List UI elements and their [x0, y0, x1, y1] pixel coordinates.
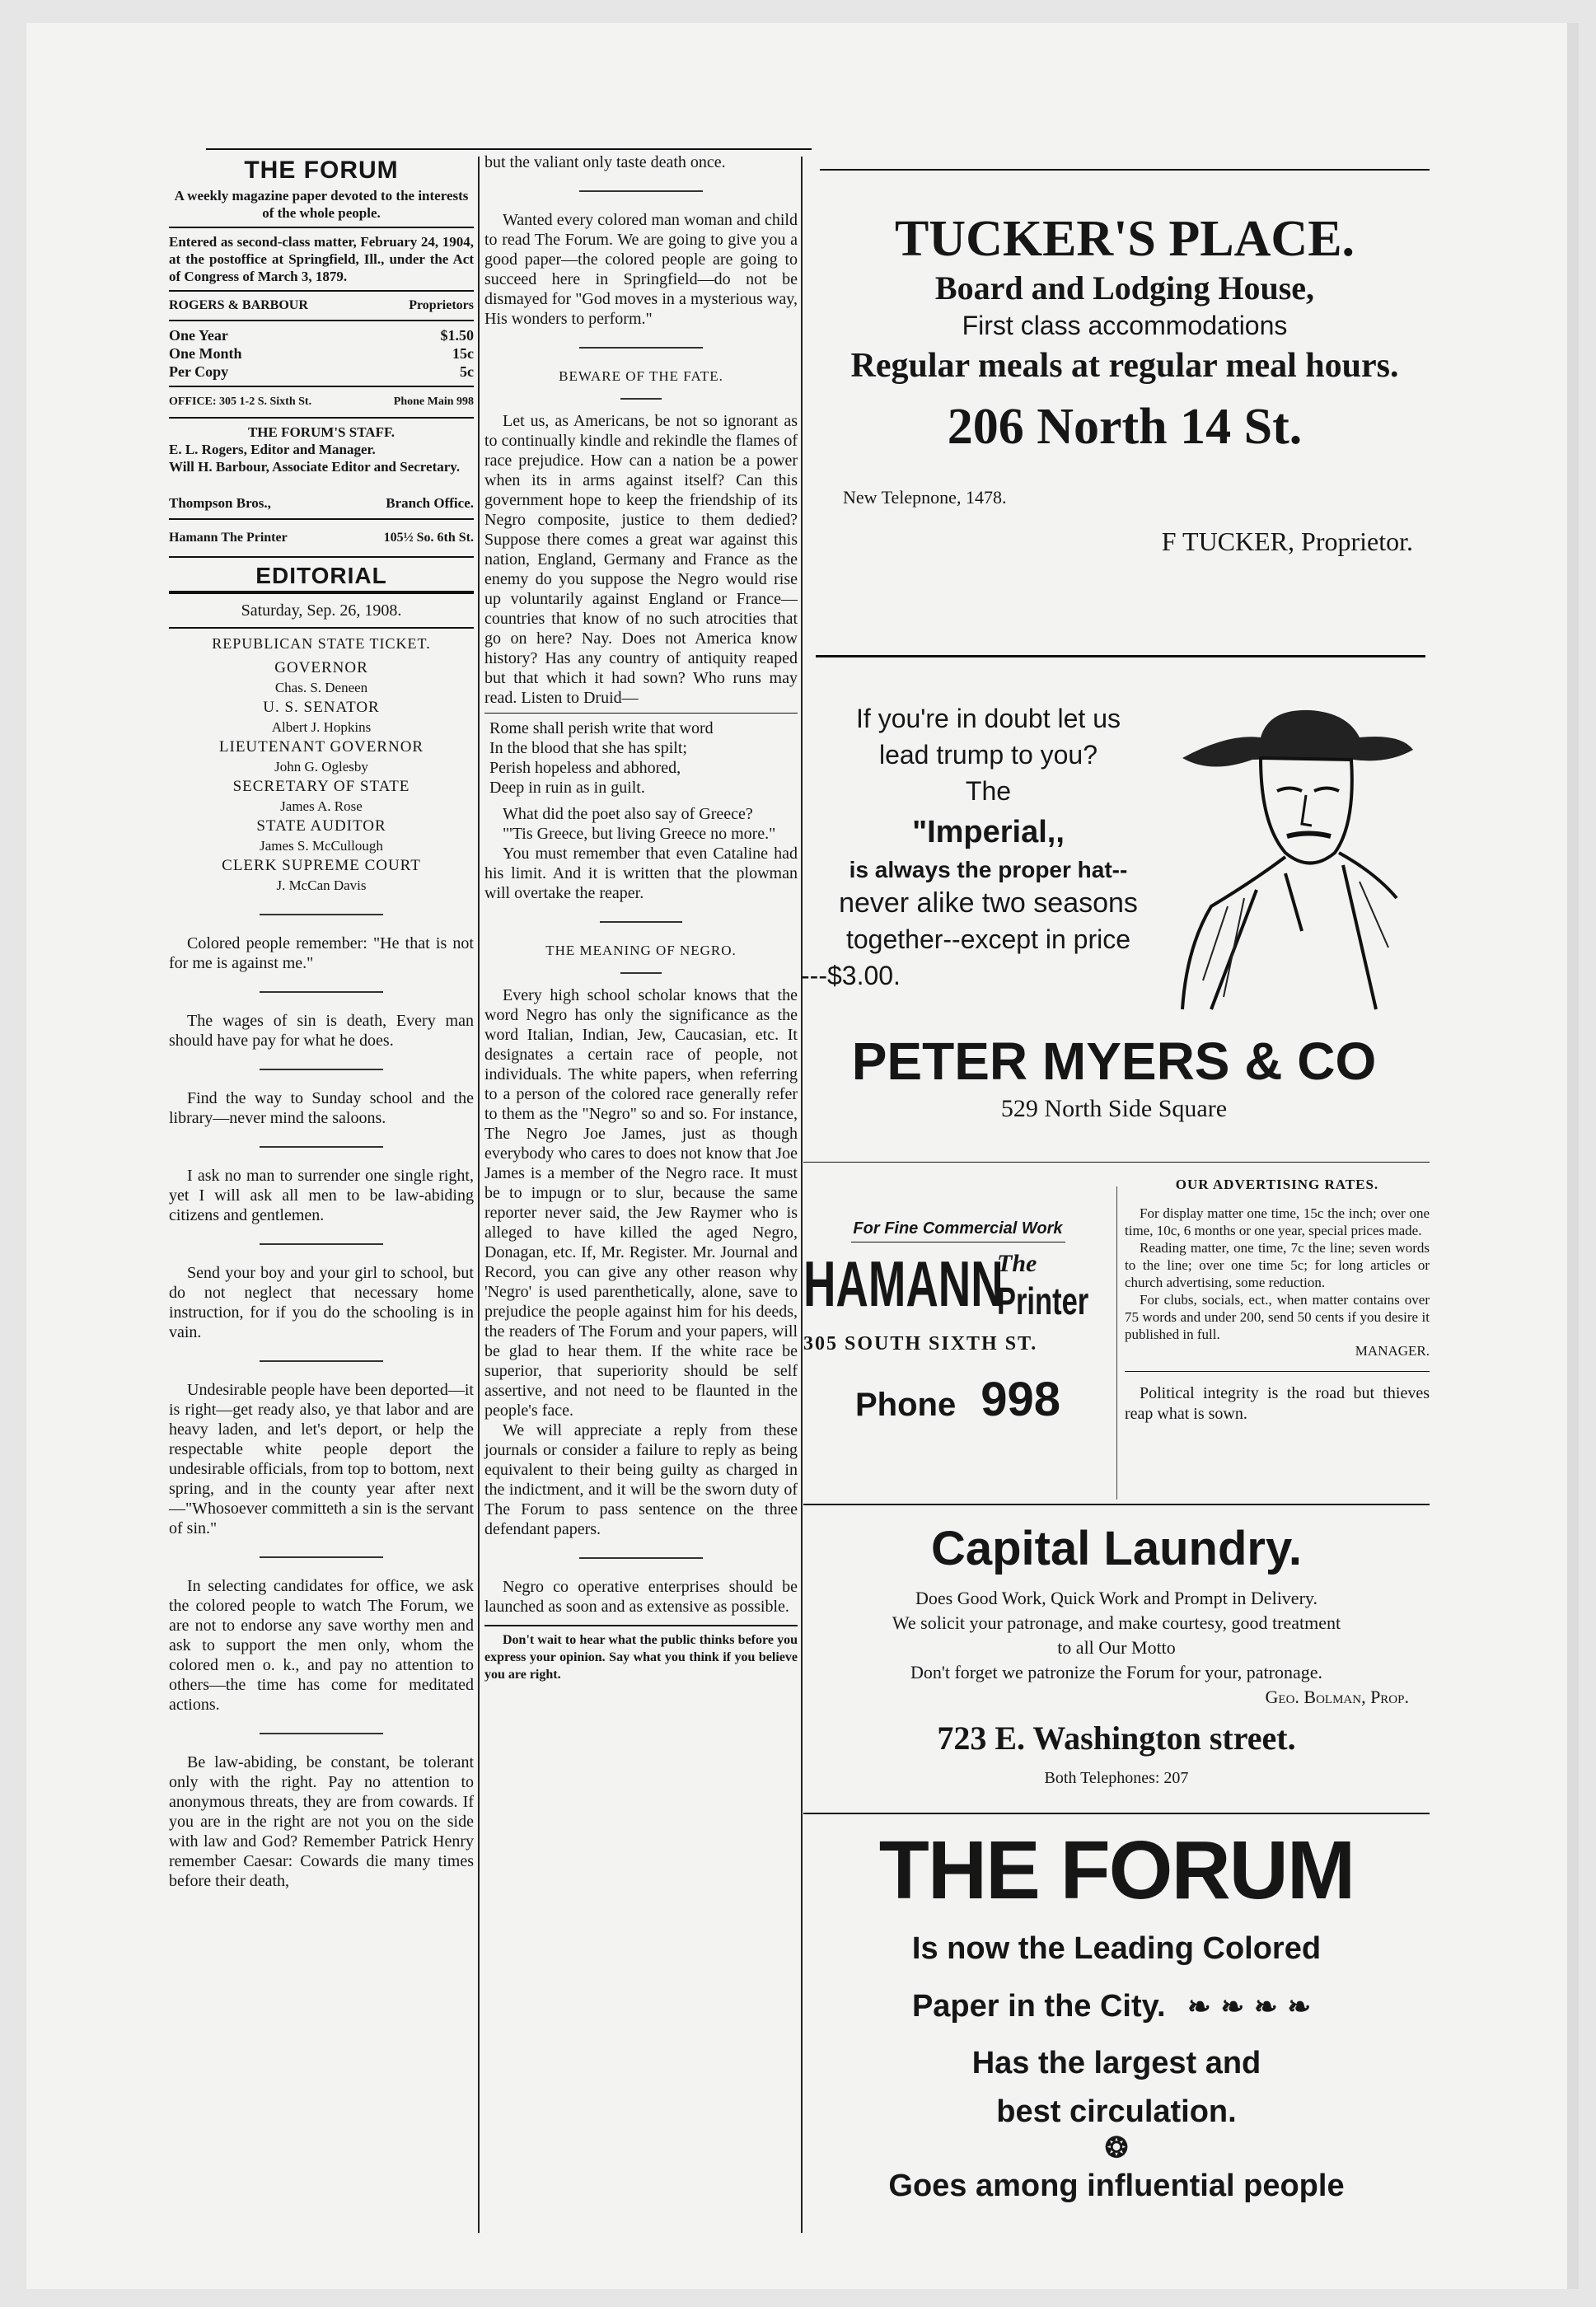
ticket-name: John G. Oglesby — [274, 759, 368, 774]
wanted-paragraph: Wanted every colored man woman and child to read The Forum. We are going to give you a good paper—the colored people are going to succeed here in Springfield—do not be dismayed for "God moves in a mysterious way, His wonders to perform." — [484, 211, 798, 328]
greece-question: What did the poet also say of Greece? — [503, 805, 753, 823]
column-one — [169, 152, 474, 1891]
beware-heading: BEWARE OF THE FATE. — [559, 368, 723, 384]
rate-row: One Year $1.50 — [169, 327, 474, 344]
tucker-phone: New Telepnone, 1478. — [843, 487, 1007, 508]
masthead-entry: Entered as second-class matter, February 24, 1904, at the postoffice at Springfield, Ill., under the Act of Congress of March 3, 1879. — [169, 234, 474, 284]
office-phone: Phone Main 998 — [393, 395, 474, 408]
editorial-heading: EDITORIAL — [255, 563, 387, 588]
editorial-paragraph: Send your boy and your girl to school, but do not neglect that necessary home instruction, for if you do the schooling is in vain. — [169, 1264, 474, 1341]
top-rule-left — [206, 148, 812, 150]
myers-line: is always the proper hat-- — [849, 857, 1128, 882]
tucker-line1: Board and Lodging House, — [934, 269, 1315, 307]
hamann-the: The — [997, 1250, 1037, 1277]
rates-paragraph: Reading matter, one time, 7c the line; seven words to the line; over one time 5c; for long articles or church advertising, some reduction. — [1125, 1240, 1430, 1290]
tucker-address: 206 North 14 St. — [947, 399, 1303, 455]
forum-ad-line: best circulation. — [996, 2094, 1237, 2129]
printer-name: Hamann The Printer — [169, 531, 288, 545]
myers-line: together--except in price — [845, 924, 1131, 954]
meaning-paragraph: We will appreciate a reply from these journals or consider a failure to reply as being equivalent to their being guilty as charged in the indictment, and it will be the sworn duty of The Forum to pass sentence on the three defendant papers. — [484, 1421, 798, 1538]
forum-ad-line: Paper in the City. — [911, 1989, 1166, 2024]
tucker-proprietor: F TUCKER, Proprietor. — [1161, 526, 1413, 556]
masthead-description: A weekly magazine paper devoted to the interests of the whole people. — [174, 188, 469, 221]
ticket-office: CLERK SUPREME COURT — [222, 857, 421, 874]
staff-member: E. L. Rogers, Editor and Manager. — [169, 442, 376, 457]
laundry-proprietor: Geo. Bolman, Prop. — [1265, 1687, 1409, 1707]
proprietors-line — [169, 297, 474, 315]
ticket-name: Chas. S. Deneen — [274, 680, 368, 695]
rule — [803, 1504, 1430, 1505]
myers-name: PETER MYERS & CO — [851, 1032, 1377, 1091]
editorial-paragraph: Find the way to Sunday school and the library—never mind the saloons. — [169, 1089, 474, 1127]
ticket-heading: REPUBLICAN STATE TICKET. — [212, 635, 431, 652]
ticket-name: James S. McCullough — [260, 838, 383, 854]
page-edge — [1567, 23, 1579, 2289]
laundry-line: Does Good Work, Quick Work and Prompt in Delivery. — [915, 1588, 1318, 1608]
branch-label: Branch Office. — [386, 495, 474, 511]
forum-promo-ad — [803, 1821, 1430, 2209]
poem-line: Rome shall perish write that word — [489, 719, 714, 737]
peter-myers-ad — [801, 700, 1176, 994]
laundry-line: to all Our Motto — [1057, 1637, 1176, 1658]
myers-line: ---$3.00. — [801, 961, 901, 990]
column-rule-left — [478, 157, 480, 2233]
editorial-paragraph: I ask no man to surrender one single right, yet I will ask all men to be law-abiding citizens and gentlemen. — [169, 1167, 474, 1224]
political-integrity: Political integrity is the road but thieves reap what is sown. — [1125, 1384, 1430, 1423]
branch-line — [169, 494, 474, 513]
subscription-rates — [169, 326, 474, 381]
hamann-phone-label: Phone — [854, 1387, 957, 1423]
myers-imperial: "Imperial,, — [912, 815, 1065, 849]
poem-line: Deep in ruin as in guilt. — [489, 779, 645, 797]
laundry-name: Capital Laundry. — [930, 1522, 1303, 1575]
ticket-office: SECRETARY OF STATE — [232, 778, 410, 795]
proprietors-name: ROGERS & BARBOUR — [169, 298, 308, 312]
editorial-paragraph: The wages of sin is death, Every man should have pay for what he does. — [169, 1012, 474, 1050]
laundry-phones: Both Telephones: 207 — [1044, 1769, 1189, 1787]
hamann-printer: Printer — [997, 1280, 1089, 1322]
poem-line: In the blood that she has spilt; — [489, 739, 687, 757]
laundry-line: Don't forget we patronize the Forum for your, patronage. — [910, 1662, 1322, 1682]
greece-quote: "'Tis Greece, but living Greece no more." — [503, 825, 776, 843]
tucker-name: TUCKER'S PLACE. — [894, 211, 1355, 267]
editorial-paragraph: Undesirable people have been deported—it is right—get ready also, ye that labor and are heavy laden, and let's deport, or help the respectable white people deport the undesirable officials, from top to bottom, next spring, and in the county year after next—"Whosoever committeth a sin is the servant of sin." — [169, 1381, 474, 1537]
rate-row: One Month 15c — [169, 345, 474, 362]
rates-paragraph: For display matter one time, 15c the inch; over one time, 10c, 6 months or one year, special prices made. — [1125, 1205, 1430, 1238]
republican-ticket — [169, 634, 474, 896]
masthead-title: THE FORUM — [244, 157, 399, 184]
printer-address: 105½ So. 6th St. — [383, 531, 474, 545]
man-in-hat-illustration — [1178, 700, 1417, 1013]
tuckers-place-ad — [820, 210, 1430, 557]
myers-line: The — [965, 776, 1012, 806]
column-two — [484, 152, 798, 1683]
printer-line — [169, 528, 474, 548]
continued-text: but the valiant only taste death once. — [484, 153, 726, 171]
meaning-paragraph: Every high school scholar knows that the word Negro has only the significance as the word Italian, Indian, Jew, Caucasian, etc. It designates a certain race of people, not individuals. The white papers, when referring to a person of the colored race generally refer to them as the "Negro" so and so. For instance, The Negro Joe James, just as though everybody who cares to does not know that Joe James is a member of the Negro race. It must be to impugn or to slur, because the same reporter never said, the Jew Raymer who is alleged to have killed the aged Negro, Donagan, etc. If, Mr. Register. Mr. Journal and Record, you can give any other reason why 'Negro' is used parenthetically, alone, save to prejudice the people against him for his deeds, the readers of The Forum and your papers, will be glad to hear them. If the white race be superior, that superiority should be self assertive, and not need to be flaunted in the people's face. — [484, 986, 798, 1420]
ticket-office: STATE AUDITOR — [256, 817, 386, 835]
laundry-line: We solicit your patronage, and make courtesy, good treatment — [892, 1612, 1341, 1633]
hamann-name: HAMANN — [803, 1247, 1004, 1320]
myers-line: If you're in doubt let us — [856, 704, 1121, 733]
ornament-icon: ❂ — [1104, 2132, 1129, 2164]
cataline-paragraph: You must remember that even Cataline had his limit. And it is written that the plowman will overtake the reaper. — [484, 845, 798, 902]
office-line — [169, 392, 474, 412]
staff-member: Will H. Barbour, Associate Editor and Secretary. — [169, 459, 461, 475]
meaning-heading: THE MEANING OF NEGRO. — [545, 943, 737, 958]
rule — [803, 1162, 1430, 1163]
tucker-line3: Regular meals at regular meal hours. — [850, 347, 1399, 385]
ticket-name: Albert J. Hopkins — [271, 719, 372, 735]
beware-paragraph: Let us, as Americans, be not so ignorant as to continually kindle and rekindle the flames of race prejudice. How can a nation be a power when its in arms against itself? Can this government hope to keep the friendship of its Negro composite, justice to them dedied? Suppose there comes a great war against this nation, England, Germany and France as the enemy do you suppose the Negro would rise up voluntarily against England or France—countries that know of no such atrocities that go on here? Nay. Does not America know history? Has any country of antiquity reaped but that which it had sown? Who runs may read. Listen to Druid— — [484, 412, 798, 707]
rates-paragraph: For clubs, socials, ect., when matter contains over 75 words and under 200, send 50 cents if you desire it published in full. — [1125, 1292, 1430, 1342]
hamann-address: 305 SOUTH SIXTH ST. — [803, 1333, 1038, 1355]
top-rule-right — [820, 169, 1430, 171]
druid-poem — [484, 718, 798, 798]
staff-heading: THE FORUM'S STAFF. — [247, 424, 395, 440]
ticket-office: LIEUTENANT GOVERNOR — [218, 738, 424, 756]
leaf-ornaments-icon: ❧❧❧❧ — [1187, 1991, 1322, 2023]
column-rule-middle — [801, 157, 803, 2233]
proprietors-label: Proprietors — [409, 298, 474, 312]
forum-ad-line: Goes among influential people — [888, 2169, 1345, 2203]
myers-name-block — [801, 1030, 1427, 1125]
hamann-phone: 998 — [981, 1373, 1060, 1426]
myers-line: lead trump to you? — [878, 740, 1098, 770]
editorial-paragraph: Colored people remember: "He that is not for me is against me." — [169, 934, 474, 972]
rates-signature: MANAGER. — [1355, 1343, 1430, 1359]
capital-laundry-ad — [803, 1512, 1430, 1789]
ticket-name: James A. Rose — [280, 798, 363, 814]
rates-heading: OUR ADVERTISING RATES. — [1175, 1177, 1379, 1192]
ticket-name: J. McCan Davis — [276, 877, 367, 893]
poem-line: Perish hopeless and abhored, — [489, 759, 681, 777]
myers-line: never alike two seasons — [839, 887, 1138, 919]
editorial-paragraph: Be law-abiding, be constant, be tolerant only with the right. Pay no attention to anonymous threats, they are from cowards. If you are in the right are not you on the side with law and God? Remember Patrick Henry remember Caesar: Cowards die many times before their death, — [169, 1753, 474, 1890]
tucker-line2: First class accommodations — [962, 311, 1288, 340]
forum-ad-line: Is now the Leading Colored — [911, 1931, 1322, 1966]
editorial-paragraph: In selecting candidates for office, we ask the colored people to watch The Forum, we are not to endorse any save worthy men and ask to support the men only, whom the colored men o. k., and pay no attention to others—the time has come for meditated actions. — [169, 1577, 474, 1714]
boxed-notice: Don't wait to hear what the public thinks before you express your opinion. Say what you think if you believe you are right. — [484, 1633, 798, 1682]
forum-ad-line: Has the largest and — [971, 2046, 1261, 2080]
advertising-rates — [1125, 1177, 1430, 1425]
issue-date: Saturday, Sep. 26, 1908. — [241, 601, 402, 620]
rate-row: Per Copy 5c — [169, 363, 474, 380]
rule — [816, 655, 1425, 657]
rule — [803, 1813, 1430, 1814]
forum-ad-title: THE FORUM — [878, 1824, 1355, 1916]
office-address: OFFICE: 305 1-2 S. Sixth St. — [169, 395, 312, 408]
laundry-address: 723 E. Washington street. — [937, 1720, 1296, 1757]
ticket-office: U. S. SENATOR — [263, 699, 380, 716]
hamann-tagline: For Fine Commercial Work — [853, 1219, 1063, 1238]
branch-name: Thompson Bros., — [169, 495, 271, 511]
cooperative-paragraph: Negro co operative enterprises should be launched as soon and as extensive as possible. — [484, 1578, 798, 1616]
ad-divider — [1116, 1186, 1117, 1500]
hamann-printer-ad — [803, 1219, 1112, 1427]
myers-address: 529 North Side Square — [1000, 1095, 1228, 1122]
ticket-office: GOVERNOR — [274, 659, 368, 676]
